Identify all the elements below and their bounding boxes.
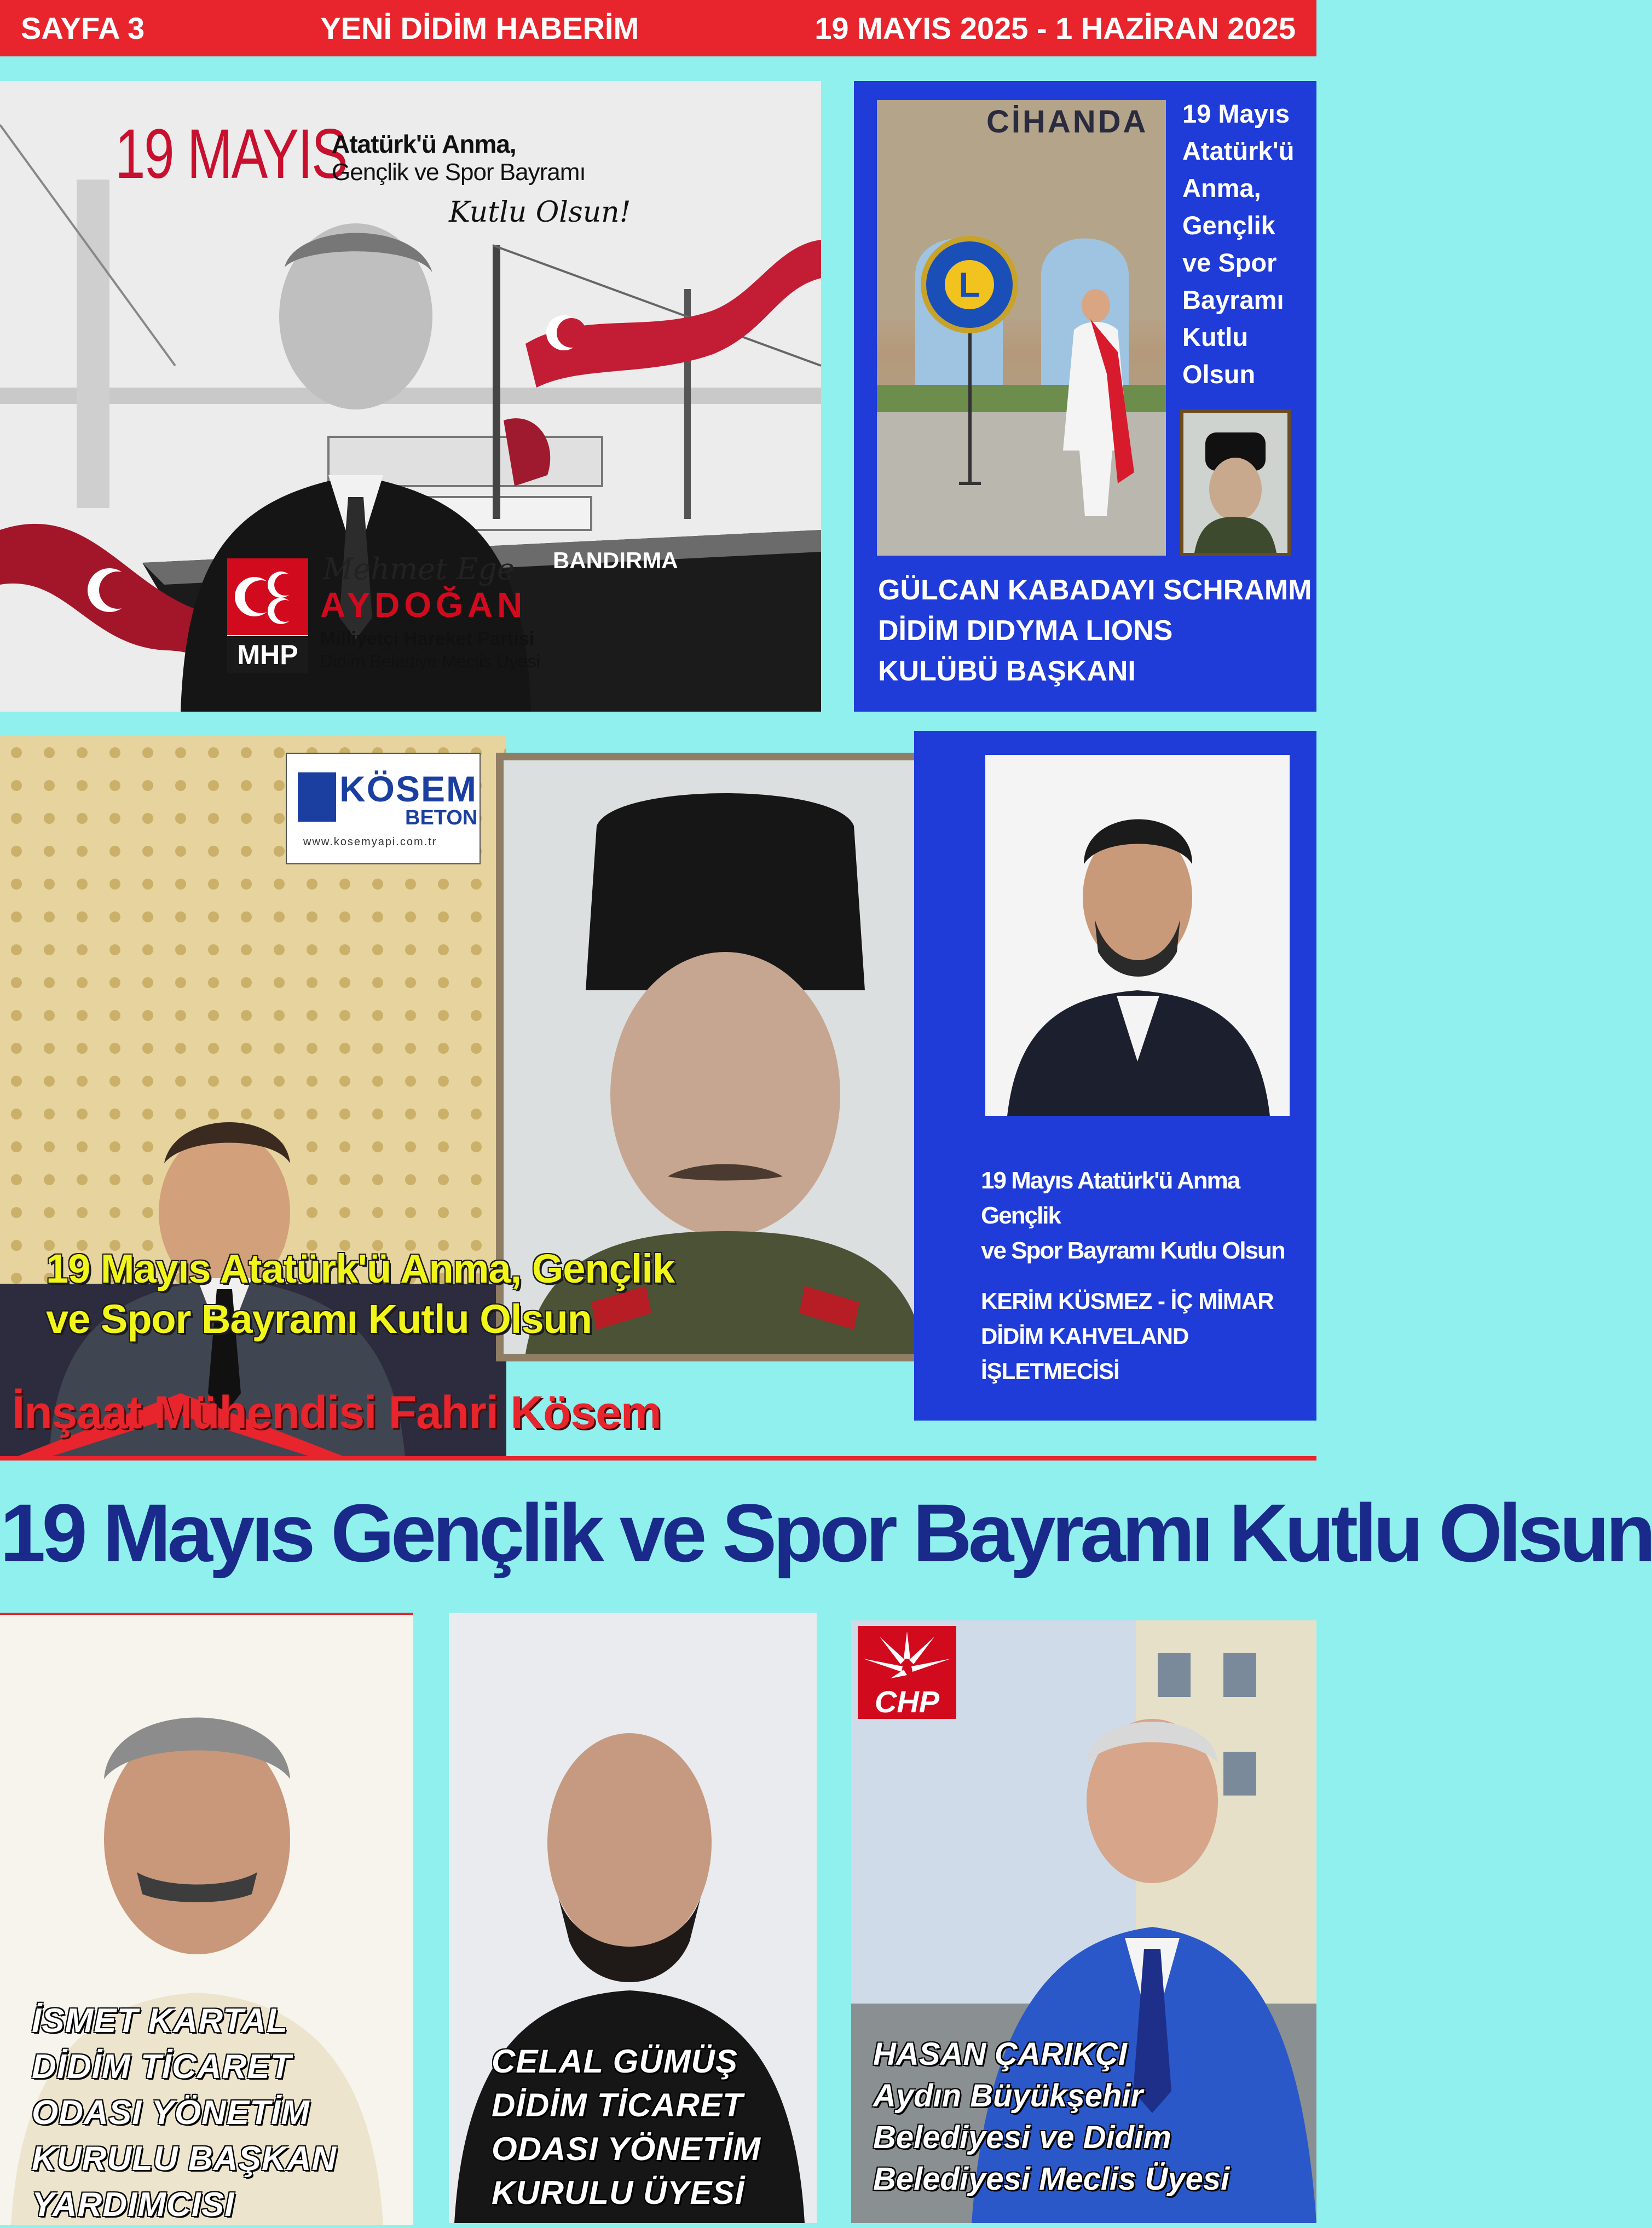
person-caption-line: HASAN ÇARIKÇI <box>873 2036 1127 2072</box>
person-caption-line: İSMET KARTAL <box>32 2002 288 2040</box>
kerim-title: DİDİM KAHVELAND İŞLETMECİSİ <box>981 1323 1189 1384</box>
newspaper-name: YENİ DİDİM HABERİM <box>320 11 639 45</box>
person-caption-line: KURULU ÜYESİ <box>492 2174 745 2211</box>
kerim-photo <box>985 755 1290 1116</box>
person-caption-line: ODASI YÖNETİM <box>32 2094 310 2132</box>
lions-greeting <box>1182 95 1314 393</box>
lions-greeting-line: Olsun <box>1182 360 1256 389</box>
kerim-ad <box>914 731 1316 1421</box>
lions-greeting-line: Kutlu <box>1182 322 1249 351</box>
mhp-ad <box>0 81 821 712</box>
lions-name: GÜLCAN KABADAYI SCHRAMM <box>878 574 1312 606</box>
person-caption-line: DİDİM TİCARET <box>32 2048 292 2086</box>
lions-title2: KULÜBÜ BAŞKANI <box>878 655 1136 687</box>
monument-illustration <box>877 100 1166 556</box>
mhp-crescent-icon <box>227 558 308 635</box>
person-card-1 <box>0 1613 413 2225</box>
kosem-logo <box>286 753 481 864</box>
kosem-ad <box>0 736 506 1458</box>
kerim-greeting <box>981 1163 1309 1268</box>
kosem-name: Fahri Kösem <box>388 1387 661 1438</box>
mhp-name: AYDOĞAN <box>320 585 527 625</box>
person-caption-line: Aydın Büyükşehir <box>873 2078 1143 2114</box>
person-caption-line: Belediyesi Meclis Üyesi <box>873 2161 1230 2197</box>
mhp-logo <box>227 558 308 673</box>
lions-emblem <box>921 236 1018 333</box>
lions-greeting-line: ve Spor <box>1182 248 1277 277</box>
kosem-greeting-line1: 19 Mayıs Atatürk'ü Anma, Gençlik <box>46 1246 675 1291</box>
person-caption-line: KURULU BAŞKAN <box>32 2140 337 2178</box>
chp-logo <box>858 1626 956 1719</box>
person-caption-line: DİDİM TİCARET <box>492 2087 743 2123</box>
lions-greeting-line: Bayramı <box>1182 285 1284 314</box>
lions-ad <box>854 81 1316 712</box>
main-banner: 19 Mayıs Gençlik ve Spor Bayramı Kutlu Olsun <box>0 1487 1652 1579</box>
kerim-greeting-line1: 19 Mayıs Atatürk'ü Anma Gençlik <box>981 1167 1240 1229</box>
mhp-signature: Mehmet Ege <box>323 552 515 586</box>
person-caption-line: ODASI YÖNETİM <box>492 2131 761 2167</box>
kerim-name: KERİM KÜSMEZ - İÇ MİMAR <box>981 1288 1274 1314</box>
mhp-big-date: 19 MAYIS <box>115 115 347 193</box>
lions-greeting-line: Anma, <box>1182 174 1261 203</box>
kosem-logo-sub: BETON <box>405 806 478 829</box>
mhp-role: Didim Belediye Meclis Üyesi <box>320 651 540 671</box>
monument-sign: CİHANDA <box>986 104 1148 140</box>
person-caption-1 <box>32 1998 337 2228</box>
kosem-logo-main: KÖSEM <box>339 769 478 809</box>
mhp-line2: Gençlik ve Spor Bayramı <box>332 159 586 186</box>
lions-photo <box>877 100 1166 556</box>
mhp-abbr: MHP <box>227 636 308 673</box>
kosem-title: İnşaat Mühendisi <box>12 1387 377 1438</box>
lions-greeting-line: 19 Mayıs <box>1182 99 1290 128</box>
issue-dates: 19 MAYIS 2025 - 1 HAZİRAN 2025 <box>815 11 1296 45</box>
mhp-script: Kutlu Olsun! <box>449 196 631 229</box>
person-caption-3 <box>873 2034 1229 2200</box>
lions-greeting-line: Gençlik <box>1182 211 1275 240</box>
kosem-greeting <box>46 1244 840 1344</box>
chp-abbr: CHP <box>874 1684 940 1719</box>
page-header <box>0 0 1316 56</box>
person-caption-line: YARDIMCISI <box>32 2186 235 2224</box>
person-caption-line: CELAL GÜMÜŞ <box>492 2043 738 2080</box>
lions-greeting-line: Atatürk'ü <box>1182 136 1295 165</box>
kerim-name-block <box>981 1284 1309 1389</box>
kosem-signature <box>12 1386 661 1439</box>
page-number: SAYFA 3 <box>21 11 145 45</box>
ship-name: BANDIRMA <box>553 547 678 573</box>
lions-title1: DİDİM DIDYMA LIONS <box>878 615 1173 647</box>
mhp-line1: Atatürk'ü Anma, <box>332 130 516 158</box>
kosem-logo-url: www.kosemyapi.com.tr <box>303 836 437 848</box>
banner-top-rule <box>0 1456 1316 1461</box>
person-card-3 <box>851 1620 1316 2223</box>
ataturk-portrait-small <box>1180 409 1291 556</box>
mhp-party: Milliyetçi Hareket Partisi <box>320 628 535 649</box>
person-caption-line: Belediyesi ve Didim <box>873 2120 1171 2155</box>
person-caption-2 <box>492 2040 761 2215</box>
kerim-greeting-line2: ve Spor Bayramı Kutlu Olsun <box>981 1237 1285 1264</box>
person-card-2 <box>449 1613 817 2223</box>
chp-arrows-icon <box>858 1626 956 1686</box>
kosem-greeting-line2: ve Spor Bayramı Kutlu Olsun <box>46 1296 592 1342</box>
kosem-logo-icon <box>298 772 336 822</box>
lions-emblem-inner: L <box>945 260 994 309</box>
